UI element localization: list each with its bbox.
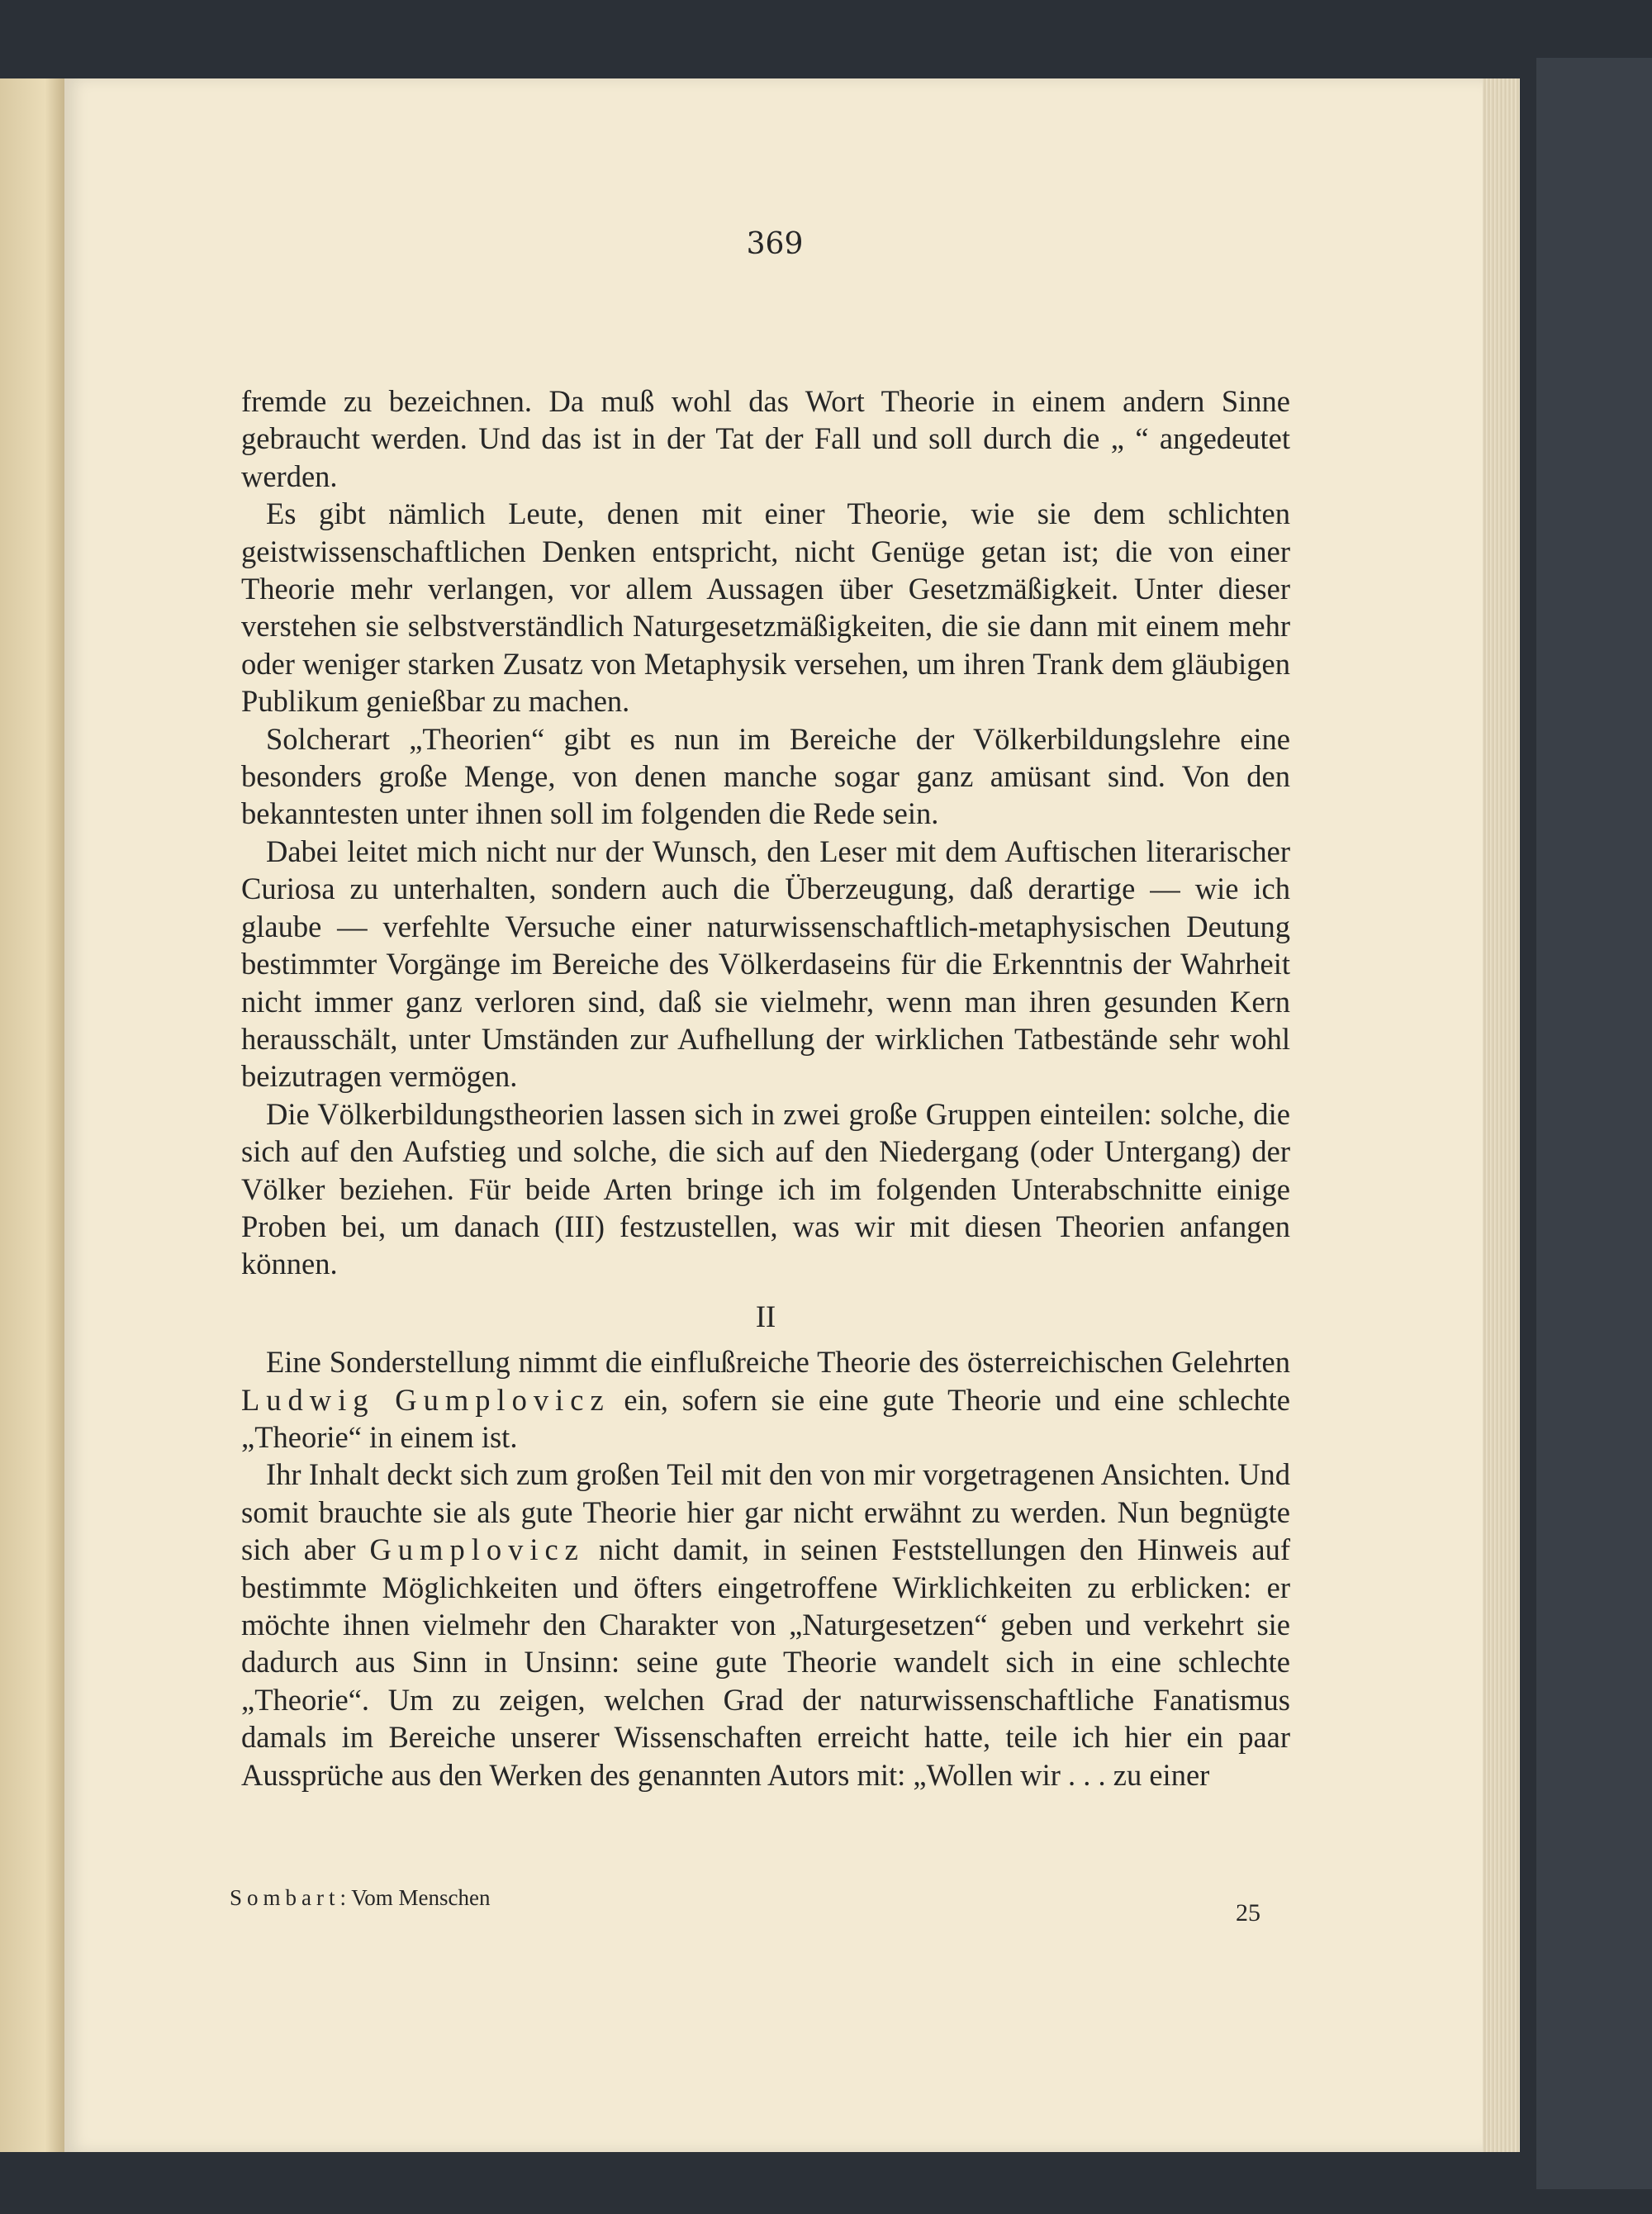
- footer-separator: :: [339, 1885, 347, 1910]
- book-page: [64, 78, 1485, 2152]
- footer-author: Sombart: [230, 1885, 340, 1910]
- paragraph-5: Die Völkerbildungstheorien lassen sich in zwei große Gruppen einteilen: solche, die sich auf den Aufstieg und solche, die sich auf den Niedergang (oder Untergang) der Völker beziehen. Für beide Arten bringe ich im folgenden Unterabschnitte einige Proben bei, um danach (III) festzustellen, was wir mit diesen Theorien anfangen können.: [241, 1096, 1290, 1281]
- paragraph-6-text-end: ein, sofern sie eine gute Theorie und eine schlechte „Theorie“ in einem ist.: [241, 1382, 1290, 1454]
- paragraph-2: Es gibt nämlich Leute, denen mit einer Theorie, wie sie dem schlichten geistwissenschaftlichen Denken entspricht, nicht Genüge getan ist; die von einer Theorie mehr verlangen, vor allem Aussagen über Gesetzmäßigkeit. Unter dieser verstehen sie selbstverständlich Naturgesetzmäßigkeiten, die sie dann mit einem mehr oder weniger starken Zusatz von Metaphysik versehen, um ihren Trank dem gläubigen Publikum genießbar zu machen.: [241, 496, 1290, 719]
- author-name-spaced-2: Gumplovicz: [369, 1532, 585, 1567]
- book-cover-right: [1536, 58, 1652, 2189]
- paragraph-1: fremde zu bezeichnen. Da muß wohl das Wort Theorie in einem andern Sinne gebraucht werden. Und das ist in der Tat der Fall und soll durch die „ “ angedeutet werden.: [241, 384, 1290, 493]
- paragraph-4: Dabei leitet mich nicht nur der Wunsch, den Leser mit dem Auftischen literarischer Curiosa zu unterhalten, sondern auch die Überzeugung, daß derartige — wie ich glaube — verfehlte Versuche einer naturwissenschaftlich-metaphysischen Deutung bestimmter Vorgänge im Bereiche des Völkerdaseins für die Erkenntnis der Wahrheit nicht immer ganz verloren sind, daß sie vielmehr, wenn man ihren gesunden Kern herausschält, unter Umständen zur Aufhellung der wirklichen Tatbestände sehr wohl beizutragen vermögen.: [241, 834, 1290, 1094]
- paragraph-6-text-start: Eine Sonderstellung nimmt die einflußreiche Theorie des österreichischen Gelehrten: [266, 1345, 1290, 1380]
- footer-book-title: [230, 1885, 491, 1911]
- footer-title: Vom Menschen: [351, 1885, 491, 1910]
- body-text: [241, 382, 1290, 1794]
- paragraph-6: [241, 1343, 1290, 1456]
- signature-mark: 25: [1236, 1899, 1260, 1927]
- paragraph-7-text-start: Ihr Inhalt deckt sich zum großen Teil mit den von mir vorgetragenen Ansichten. Und somit brauchte sie als gute Theorie hier gar nicht erwähnt zu werden. Nun begnügte sich aber: [241, 1457, 1290, 1567]
- section-heading: II: [755, 1299, 776, 1333]
- page-number: 369: [746, 227, 804, 261]
- page-stack-edges: [1483, 78, 1520, 2152]
- paragraph-3: Solcherart „Theorien“ gibt es nun im Bereiche der Völkerbildungslehre eine besonders große Menge, von denen manche sogar ganz amüsant sind. Von den bekanntesten unter ihnen soll im folgenden die Rede sein.: [241, 721, 1290, 831]
- book-left-edge: [0, 78, 64, 2152]
- paragraph-7: [241, 1456, 1290, 1794]
- paragraph-7-text-end: nicht damit, in seinen Feststellungen den Hinweis auf bestimmte Möglichkeiten und öfters eingetroffene Wirklichkeiten zu erblicken: er möchte ihnen vielmehr den Charakter von „Naturgesetzen“ geben und verkehrt sie dadurch aus Sinn in Unsinn: seine gute Theorie wandelt sich in eine schlechte „Theorie“. Um zu zeigen, welchen Grad der naturwissenschaftliche Fanatismus damals im Bereiche unserer Wissenschaften erreicht hatte, teile ich hier ein paar Aussprüche aus den Werken des genannten Autors mit: „Wollen wir . . . zu einer: [241, 1532, 1290, 1792]
- author-name-spaced: Ludwig Gumplovicz: [241, 1382, 610, 1417]
